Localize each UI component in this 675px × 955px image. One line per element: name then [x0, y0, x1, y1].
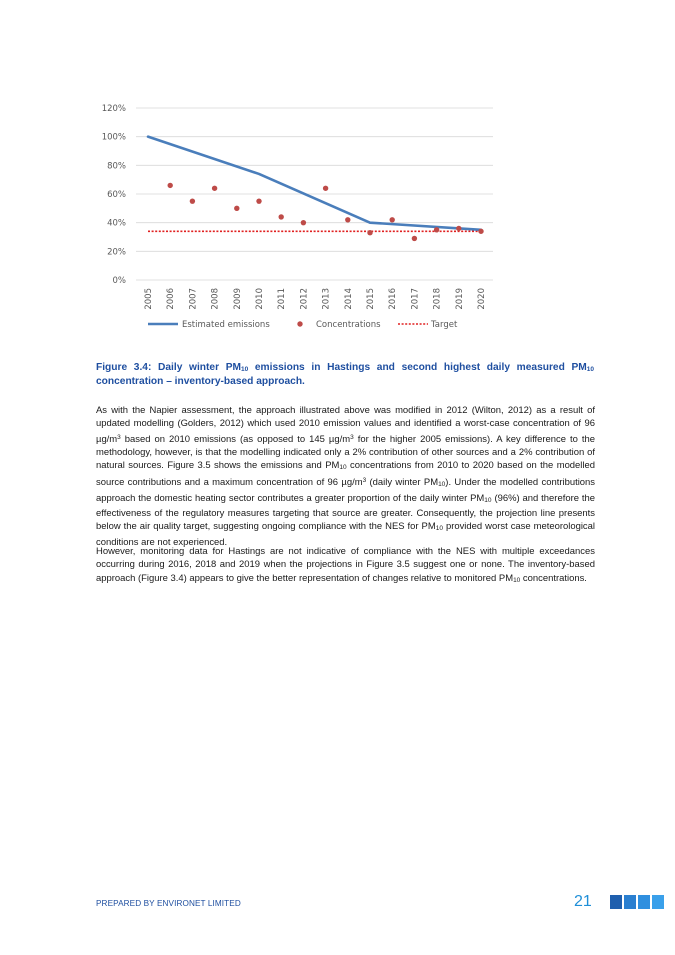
concentration-point — [412, 236, 417, 241]
legend-label-target: Target — [431, 320, 458, 330]
y-axis-tick-labels — [102, 104, 126, 286]
concentration-point — [168, 183, 173, 188]
y-tick-label: 80% — [107, 161, 126, 172]
concentration-point — [301, 220, 306, 225]
footer-prepared-by: PREPARED BY ENVIRONET LIMITED — [96, 899, 241, 908]
concentrations-series — [168, 183, 484, 241]
x-tick-label: 2010 — [255, 288, 265, 310]
y-tick-label: 120% — [101, 104, 126, 114]
concentration-point — [345, 217, 350, 222]
concentration-point — [478, 229, 483, 234]
x-tick-label: 2018 — [432, 288, 443, 310]
footer-square — [638, 895, 650, 909]
concentration-point — [323, 186, 328, 191]
x-tick-label: 2016 — [388, 288, 399, 310]
x-tick-label: 2014 — [343, 288, 354, 310]
concentration-point — [256, 198, 261, 203]
page-number: 21 — [574, 893, 592, 910]
footer-square — [610, 895, 622, 909]
x-tick-label: 2017 — [410, 288, 421, 310]
concentration-point — [456, 226, 461, 231]
body-paragraph-1: As with the Napier assessment, the approach illustrated above was modified in 2012 (Wilton, 2012) as a result of updated modelling (Golders, 2012) which used 2010 emission values and identified a worst-case concentration of 96 $\mu g/m^3$ based on 2010 emissions (as opposed to 145 $\mu g/m^3$ for the higher 2005 emissions). A key difference to the methodology, however, is that the modelling indicated only a 2% contribution of other sources and a 2% contribution of natural sources. Figure 3.5 shows the emissions and PM10 concentrations from 2010 to 2020 based on the modelled source contributions and a maximum concentration of 96 $\mu g/m^3$ (daily winter PM10). Under the modelled contributions approach the domestic heating sector contributes a greater proportion of the daily winter PM10 (96%) and therefore the effectiveness of the regulatory measures targeting that source are greater. Consequently, the projection line presents below the air quality target, suggesting ongoing compliance with the NES for PM10 provided worst case meteorological conditions are not experienced. — [96, 405, 596, 548]
y-tick-label: 60% — [107, 190, 126, 200]
y-tick-label: 40% — [107, 218, 126, 229]
x-tick-label: 2013 — [321, 288, 332, 310]
concentration-point — [390, 217, 395, 222]
concentration-point — [367, 230, 372, 235]
concentration-point — [190, 198, 195, 203]
x-tick-label: 2020 — [477, 288, 487, 310]
footer-square — [624, 895, 636, 909]
x-tick-label: 2009 — [232, 288, 243, 310]
footer-square — [652, 895, 664, 909]
x-tick-label: 2006 — [166, 288, 177, 310]
concentration-point — [212, 186, 217, 191]
emissions-chart — [88, 96, 508, 342]
concentration-point — [279, 214, 284, 219]
legend-label-emissions: Estimated emissions — [182, 320, 270, 330]
gridlines — [136, 108, 493, 280]
concentration-point — [234, 206, 239, 211]
y-tick-label: 0% — [112, 276, 126, 286]
x-tick-label: 2008 — [210, 288, 221, 310]
x-axis-tick-labels — [144, 288, 487, 310]
estimated-emissions-line — [148, 137, 481, 230]
body-paragraph-2: However, monitoring data for Hastings are not indicative of compliance with the NES with multiple exceedances occurring during 2016, 2018 and 2019 when the projections in Figure 3.5 suggest one or none. The inventory-based approach (Figure 3.4) appears to give the better representation of changes relative to monitored PM10 concentrations. — [96, 546, 595, 584]
y-tick-label: 20% — [107, 247, 126, 258]
x-tick-label: 2005 — [144, 288, 154, 310]
figure-caption: Figure 3.4: Daily winter PM10 emissions in Hastings and second highest daily measured PM10 concentration – inventory-based approach. — [96, 362, 594, 387]
concentration-point — [434, 227, 439, 232]
y-tick-label: 100% — [101, 132, 126, 143]
x-tick-label: 2015 — [366, 288, 376, 310]
x-tick-label: 2019 — [454, 288, 465, 310]
estimated-emissions-series — [148, 137, 481, 230]
x-tick-label: 2012 — [299, 288, 310, 310]
legend-swatch-concentrations — [297, 321, 302, 326]
x-tick-label: 2011 — [277, 288, 288, 310]
footer-decoration — [610, 895, 664, 909]
chart-legend — [148, 320, 458, 330]
x-tick-label: 2007 — [188, 288, 199, 310]
legend-label-concentrations: Concentrations — [316, 320, 381, 330]
